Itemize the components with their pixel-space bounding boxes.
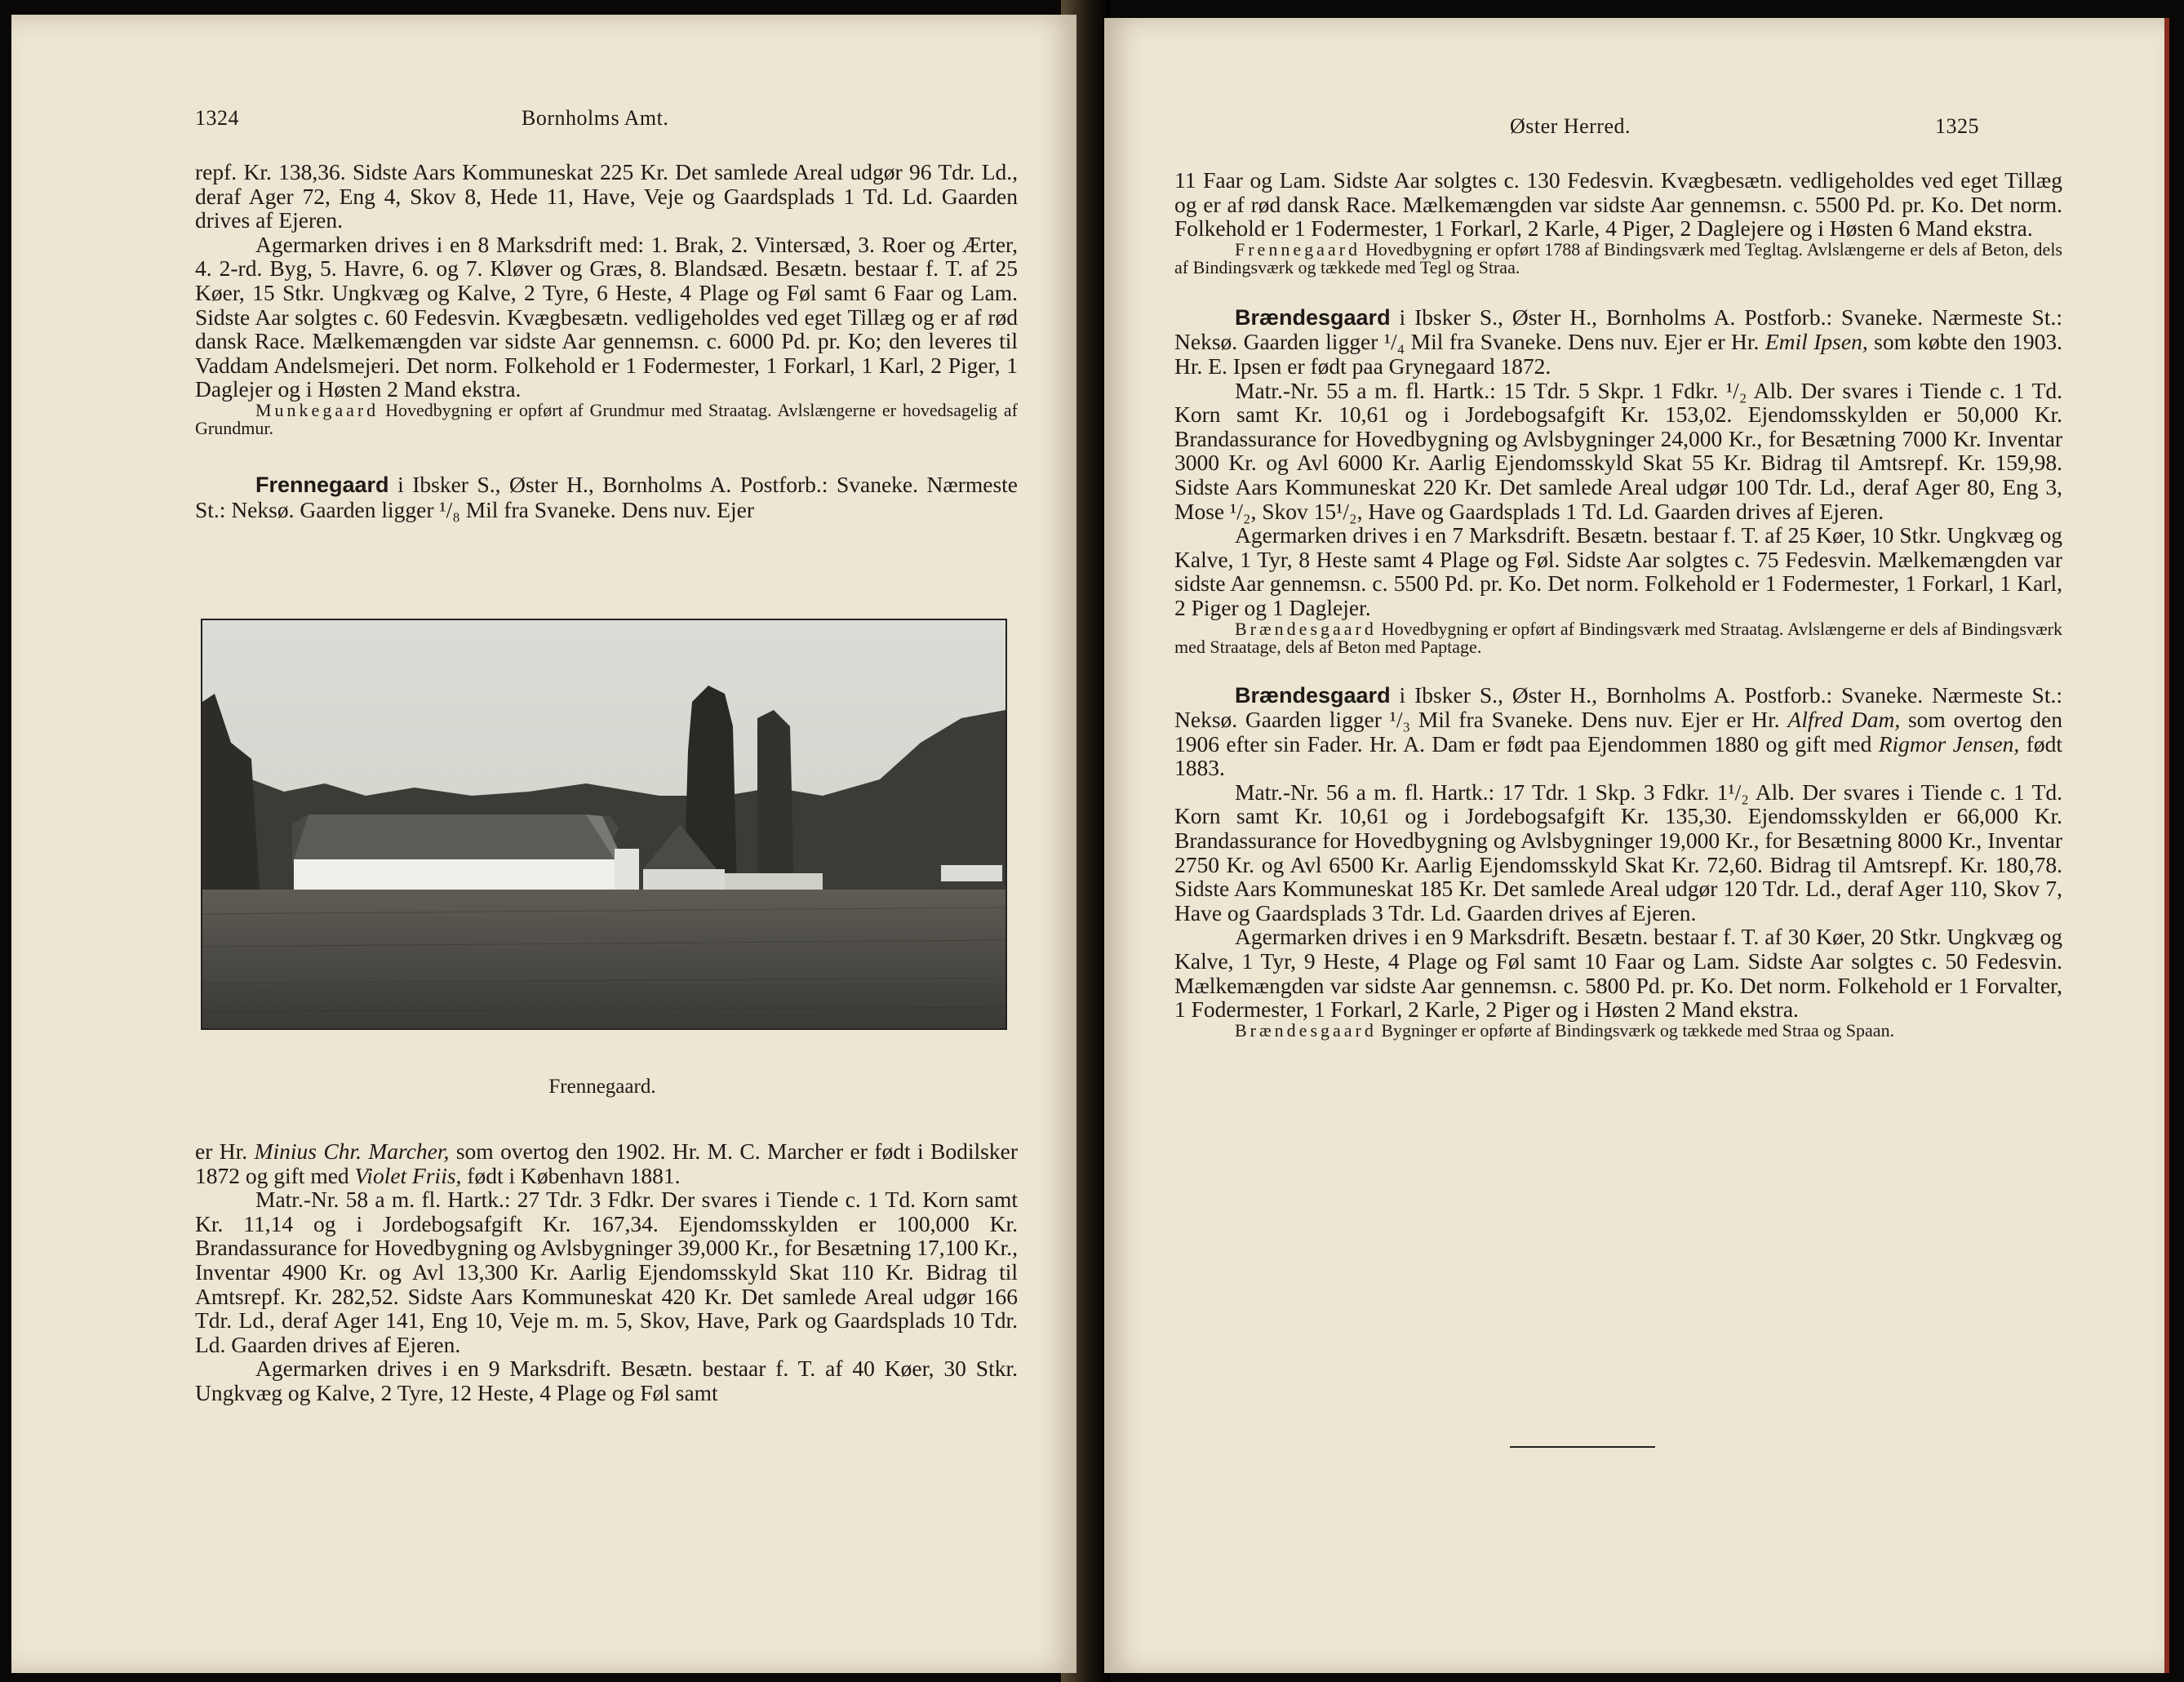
text-run: som overtog den 1906 efter sin Fader. Hr. A. Dam er født paa Ejendommen 1880 og gift med bbox=[1174, 707, 2062, 757]
paragraph: Matr.-Nr. 55 a m. fl. Hartk.: 15 Tdr. 5 Skpr. 1 Fdkr. ¹/₂ Alb. Der svares i Tiende c. 1 Td. Korn samt Kr. 10,61 og i Jordebogsafgift Kr. 153,02. Ejendomsskylden er 50,000 Kr. Brandassurance for Hovedbygning og Avlsbygninger 24,000 Kr., for Besætning 7000 Kr. Inventar 3000 Kr. og Avl 6000 Kr. Aarlig Ejendomsskyld Skat 55 Kr. Bidrag til Amtsrepf. Kr. 159,98. Sidste Aars Kommuneskat 220 Kr. Det samlede Areal udgør 100 Tdr. Ld., deraf Ager 80, Eng 3, Mose ¹/₂, Skov 15¹/₂, Have og Gaardsplads 1 Td. Ld. Gaarden drives af Ejeren. bbox=[1174, 377, 2062, 524]
owner-name: Emil Ipsen, bbox=[1765, 329, 1868, 355]
building-note bbox=[1174, 1019, 2062, 1041]
text-run: i Ibsker S., Øster H., Bornholms A. Postforb.: Svaneke. Nærmeste St.: Neksø. Gaarden ligger ¹/₄ Mil fra Svaneke. Dens nuv. Ejer er Hr. bbox=[1174, 304, 2062, 355]
end-rule bbox=[1510, 1446, 1655, 1448]
page-number: 1324 bbox=[195, 106, 239, 130]
entry-intro bbox=[195, 473, 1018, 521]
text-run: som købte den 1903. Hr. E. Ipsen er født paa Grynegaard 1872. bbox=[1174, 329, 2062, 379]
entry-intro bbox=[1174, 305, 2062, 379]
text-run: som overtog den 1902. Hr. M. C. Marcher er født i Bodilsker 1872 og gift med bbox=[195, 1138, 1018, 1188]
entry-heading: Brændesgaard bbox=[1235, 304, 1391, 330]
paragraph: Matr.-Nr. 56 a m. fl. Hartk.: 17 Tdr. 1 Skp. 3 Fdkr. 1¹/₂ Alb. Der svares i Tiende c. 1 Td. Korn samt Kr. 10,61 og i Jordebogsafgift Kr. 135,30. Ejendomsskylden er 66,000 Kr. Brandassurance for Hovedbygning og Avlsbygninger 19,000 Kr., for Besætning 8000 Kr., Inventar 2750 Kr. og Avl 6500 Kr. Aarlig Ejendomsskyld Skat Kr. 72,60. Bidrag til Amtsrepf. Kr. 180,78. Sidste Aars Kommuneskat 185 Kr. Det samlede Areal udgør 120 Tdr. Ld., deraf Ager 110, Skov 7, Have og Gaardsplads 3 Tdr. Ld. Gaarden drives af Ejeren. bbox=[1174, 779, 2062, 925]
page-number: 1325 bbox=[1935, 114, 1979, 138]
note-farm-name: Munkegaard bbox=[255, 399, 380, 420]
note-farm-name: Brændesgaard bbox=[1235, 618, 1377, 639]
left-page bbox=[11, 15, 1076, 1673]
photo-caption: Frennegaard. bbox=[548, 1076, 656, 1098]
farm-photograph bbox=[201, 619, 1007, 1030]
running-head: Øster Herred. bbox=[1510, 114, 1631, 138]
building-note bbox=[195, 399, 1018, 439]
paragraph: Agermarken drives i en 9 Marksdrift. Besætn. bestaar f. T. af 30 Køer, 20 Stkr. Ungkvæg og Kalve, 1 Tyr, 9 Heste, 4 Plage og Føl samt 10 Faar og Lam. Sidste Aar solgtes c. 50 Fedesvin. Mælkemængden var sidste Aar gennemsn. c. 5800 Pd. pr. Ko. Det norm. Folkehold er 1 Forvalter, 1 Fodermester, 1 Forkarl, 2 Karle, 2 Piger og i Høsten 2 Mand ekstra. bbox=[1174, 924, 2062, 1023]
note-text: Hovedbygning er opført af Bindingsværk med Straatag. Avlslængerne er dels af Bindingsværk med Straatage, dels af Beton med Paptage. bbox=[1174, 618, 2062, 657]
text-run: er Hr. bbox=[195, 1138, 255, 1164]
owner-name: Minius Chr. Marcher, bbox=[254, 1138, 450, 1164]
paragraph: repf. Kr. 138,36. Sidste Aars Kommuneskat 225 Kr. Det samlede Areal udgør 96 Tdr. Ld., deraf Ager 72, Eng 4, Skov 8, Hede 11, Have, Veje og Gaardsplads 1 Td. Ld. Gaarden drives af Ejeren. bbox=[195, 159, 1018, 233]
spouse-name: Rigmor Jensen, bbox=[1878, 730, 2020, 757]
entry-heading: Frennegaard bbox=[255, 472, 389, 497]
text-run: født 1883. bbox=[1174, 730, 2062, 781]
paragraph: 11 Faar og Lam. Sidste Aar solgtes c. 130 Fedesvin. Kvægbesætn. vedligeholdes ved eget Tillæg og er af rød dansk Race. Mælkemængden var sidste Aar gennemsn. c. 5500 Pd. pr. Ko. Det norm. Folkehold er 1 Fodermester, 1 Forkarl, 2 Karle, 4 Piger, 2 Daglejere og i Høsten 6 Mand ekstra. bbox=[1174, 167, 2062, 242]
running-head: Bornholms Amt. bbox=[522, 106, 669, 130]
building-note bbox=[1174, 620, 2062, 657]
entry-intro-text: i Ibsker S., Øster H., Bornholms A. Postforb.: Svaneke. Nærmeste St.: Neksø. Gaarden ligger ¹/₈ Mil fra Svaneke. Dens nuv. Ejer bbox=[195, 471, 1018, 522]
entry-intro bbox=[1174, 683, 2062, 780]
text-run: født i København 1881. bbox=[461, 1162, 681, 1188]
owner-name: Alfred Dam, bbox=[1787, 707, 1901, 733]
note-text: Hovedbygning er opført af Grundmur med Straatag. Avlslængerne er hovedsagelig af Grundmur. bbox=[195, 399, 1018, 439]
paragraph: Agermarken drives i en 8 Marksdrift med: 1. Brak, 2. Vintersæd, 3. Roer og Ærter, 4. 2-rd. Byg, 5. Havre, 6. og 7. Kløver og Græs, 8. Blandsæd. Besætn. bestaar f. T. af 25 Køer, 15 Stkr. Ungkvæg og Kalve, 2 Tyre, 6 Heste, 4 Plage og Føl samt 6 Faar og Lam. Sidste Aar solgtes c. 60 Fedesvin. Kvægbesætn. vedligeholdes ved eget Tillæg og er af rød dansk Race. Mælkemængden var sidste Aar gennemsn. c. 6000 Pd. pr. Ko; den leveres til Vaddam Andelsmejeri. Det norm. Folkehold er 1 Fodermester, 1 Forkarl, 1 Karl, 2 Piger, 1 Daglejer og i Høsten 2 Mand ekstra. bbox=[195, 231, 1018, 402]
right-page bbox=[1104, 18, 2169, 1673]
text-block-top bbox=[195, 160, 1018, 521]
text-block bbox=[1174, 168, 2062, 1040]
spouse-name: Violet Friis, bbox=[354, 1162, 462, 1188]
entry-heading: Brændesgaard bbox=[1235, 682, 1391, 708]
text-run: i Ibsker S., Øster H., Bornholms A. Postforb.: Svaneke. Nærmeste St.: Neksø. Gaarden ligger ¹/₃ Mil fra Svaneke. Dens nuv. Ejer er Hr. bbox=[1174, 681, 2062, 733]
paragraph: Matr.-Nr. 58 a m. fl. Hartk.: 27 Tdr. 3 Fdkr. Der svares i Tiende c. 1 Td. Korn samt Kr. 11,14 og i Jordebogsafgift Kr. 167,34. Ejendomsskylden er 100,000 Kr. Brandassurance for Hovedbygning og Avlsbygninger 39,000 Kr., for Besætning 17,100 Kr., Inventar 4900 Kr. og Avl 13,300 Kr. Aarlig Ejendomsskyld Skat 110 Kr. Bidrag til Amtsrepf. Kr. 282,52. Sidste Aars Kommuneskat 420 Kr. Det samlede Areal udgør 166 Tdr. Ld., deraf Ager 141, Eng 10, Veje m. m. 5, Skov, Have, Park og Gaardsplads 10 Tdr. Ld. Gaarden drives af Ejeren. bbox=[195, 1187, 1018, 1357]
paragraph bbox=[195, 1139, 1018, 1187]
note-farm-name: Frennegaard bbox=[1235, 238, 1361, 260]
note-farm-name: Brændesgaard bbox=[1235, 1019, 1377, 1041]
text-block-bottom bbox=[195, 1139, 1018, 1405]
note-text: Hovedbygning er opført 1788 af Bindingsværk med Tegltag. Avlslængerne er dels af Beton, dels af Bindingsværk og tækkede med Tegl og Straa. bbox=[1174, 238, 2062, 278]
paragraph: Agermarken drives i en 7 Marksdrift. Besætn. bestaar f. T. af 25 Køer, 10 Stkr. Ungkvæg og Kalve, 1 Tyr, 8 Heste samt 4 Plage og Føl. Sidste Aar solgtes c. 75 Fedesvin. Mælkemængden var sidste Aar gennemsn. c. 5500 Pd. pr. Ko. Det norm. Folkehold er 1 Fodermester, 1 Forkarl, 1 Karl, 2 Piger og 1 Daglejer. bbox=[1174, 522, 2062, 620]
note-text: Bygninger er opførte af Bindingsværk og tækkede med Straa og Spaan. bbox=[1376, 1019, 1895, 1041]
building-note bbox=[1174, 238, 2062, 278]
paragraph: Agermarken drives i en 9 Marksdrift. Besætn. bestaar f. T. af 40 Køer, 30 Stkr. Ungkvæg og Kalve, 2 Tyre, 12 Heste, 4 Plage og Føl samt bbox=[195, 1356, 1018, 1405]
